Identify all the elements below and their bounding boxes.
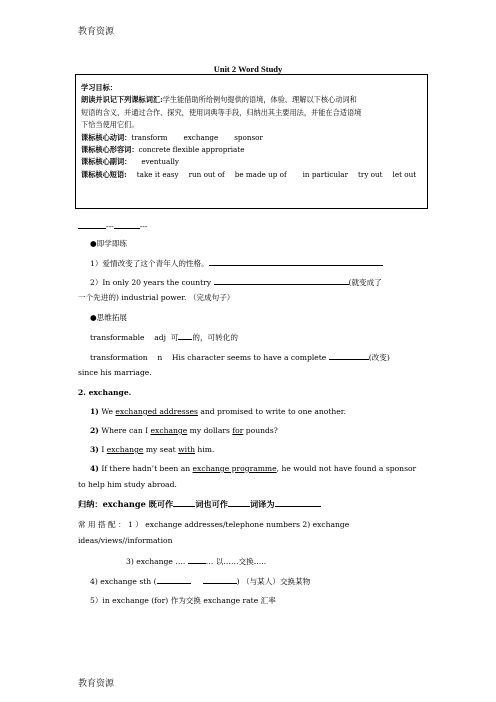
answer-blank[interactable] xyxy=(173,498,195,507)
blank-dashes: --- xyxy=(106,222,114,231)
goals-phrases xyxy=(81,169,421,181)
example-text: my dollars xyxy=(187,426,233,435)
example-4-line2: to help him study abroad. xyxy=(78,480,177,489)
example-number: 2) xyxy=(90,426,99,435)
example-sentence xyxy=(90,444,214,455)
advs-label: 课标核心副词： xyxy=(81,157,132,167)
transformable-post: 的，可转化的 xyxy=(192,333,238,342)
phrase-item: take it easy xyxy=(136,169,179,179)
practice-1-text: 1）爱情改变了这个青年人的性格。 xyxy=(90,259,209,268)
transformation-word: transformation xyxy=(90,353,148,362)
collocation-text: ) （与某人）交换某物 xyxy=(236,577,311,586)
collocation-text: 3) exchange …. xyxy=(126,557,186,566)
example-text: pounds? xyxy=(243,426,278,435)
example-highlight: exchange xyxy=(106,445,144,454)
example-number: 4) xyxy=(90,464,99,473)
example-text: We xyxy=(101,407,116,416)
verbs-label: 课标核心动词： xyxy=(81,132,132,142)
blank-dashes: --- xyxy=(139,222,148,231)
example-highlight: exchange xyxy=(150,426,188,435)
answer-blank[interactable] xyxy=(178,331,192,340)
answer-blank[interactable] xyxy=(228,498,250,507)
page-footer: 教育资源 xyxy=(78,679,115,689)
goals-heading: 学习目标： xyxy=(81,83,117,92)
example-text: my seat xyxy=(143,445,179,454)
transformation-text: His character seems to have a complete xyxy=(171,353,327,362)
transformation-cn: (改变) xyxy=(368,353,390,362)
transformable-pre: 可 xyxy=(170,333,179,342)
adjs-label: 课标核心形容词： xyxy=(81,145,139,155)
collocation-line-1b: ideas/views//information xyxy=(78,536,173,545)
example-number: 1) xyxy=(90,407,99,416)
phrase-item: in particular xyxy=(302,169,349,179)
answer-blank[interactable] xyxy=(209,257,383,266)
learning-goals-box xyxy=(75,74,428,209)
collocation-text: … 以……交换….. xyxy=(205,557,267,566)
verb-item: exchange xyxy=(183,132,219,142)
transformation-line2: since his marriage. xyxy=(78,368,152,377)
example-text: I xyxy=(101,445,107,454)
goals-intro-line2: 短语的含义，并通过合作、探究，使用词典等手段，归纳出其主要用法，并能在合适语境 xyxy=(81,107,362,117)
example-sentence xyxy=(90,406,346,417)
collocation-line-4 xyxy=(90,575,310,587)
verb-item: sponsor xyxy=(234,132,263,142)
practice-heading: ●即学即练 xyxy=(90,239,128,248)
example-number: 3) xyxy=(90,445,99,454)
summary-text: 词也可作 xyxy=(195,499,228,509)
example-highlight: exchange programme xyxy=(192,464,277,473)
answer-blank[interactable] xyxy=(203,575,237,584)
transformable-word: transformable xyxy=(90,333,145,342)
example-text: If there hadn’t been an xyxy=(101,464,193,473)
advs-list: eventually xyxy=(141,157,179,167)
example-text: Where can I xyxy=(101,426,151,435)
example-text: him. xyxy=(195,445,215,454)
example-highlight: for xyxy=(232,426,244,435)
goals-intro-bold: 朗读并识记下列课标词汇: xyxy=(81,95,163,105)
verb-item: transform xyxy=(131,132,168,142)
answer-blank[interactable] xyxy=(188,555,206,564)
answer-blank[interactable] xyxy=(157,575,191,584)
answer-blank[interactable] xyxy=(275,498,321,507)
example-highlight: exchanged addresses xyxy=(115,407,198,416)
adjs-list: concrete flexible appropriate xyxy=(138,145,245,155)
goals-intro-text: 学生能借助所给例句提供的语境，体验、理解以下核心动词和 xyxy=(162,95,357,105)
answer-blank[interactable] xyxy=(329,351,369,360)
collocation-line-1: 常 用 搭 配 ： 1 ） exchange addresses/telephone numbers 2) exchange xyxy=(78,520,350,529)
summary-text: 归纳：exchange 既可作 xyxy=(78,499,174,509)
phrase-item: let out xyxy=(392,169,417,179)
summary-text: 词译为 xyxy=(249,499,275,509)
goals-intro-line3: 下恰当使用它们。 xyxy=(81,120,139,130)
phrase-item: try out xyxy=(358,169,383,179)
example-sentence xyxy=(90,463,416,474)
phrase-item: be made up of xyxy=(234,169,287,179)
hidden-blank-line xyxy=(78,220,147,232)
transformation-row xyxy=(90,351,390,363)
section-heading: 2. exchange. xyxy=(78,388,132,397)
transformable-row xyxy=(90,331,238,343)
transformation-pos: n xyxy=(157,353,163,362)
goals-verbs xyxy=(81,132,421,144)
collocation-text: 4) exchange sth ( xyxy=(90,577,157,586)
example-sentence xyxy=(90,425,278,436)
summary-line xyxy=(78,498,321,510)
answer-blank[interactable] xyxy=(214,276,349,285)
goals-adjs xyxy=(81,144,421,156)
example-text: and promised to write to one another. xyxy=(197,407,347,416)
phrase-item: run out of xyxy=(188,169,225,179)
practice-item-1 xyxy=(90,257,383,269)
practice-item-2 xyxy=(90,276,382,288)
goals-advs xyxy=(81,156,421,168)
extend-heading: ●思维拓展 xyxy=(90,313,128,322)
example-highlight: with xyxy=(178,445,196,454)
practice-2-line2: 一个先进的) industrial power. （完成句子） xyxy=(78,293,235,302)
page-header: 教育资源 xyxy=(78,27,115,37)
transformable-pos: adj xyxy=(154,333,166,342)
collocation-line-3 xyxy=(126,555,266,567)
practice-2-text: 2）In only 20 years the country xyxy=(90,278,214,287)
practice-2-end: (就变成了 xyxy=(348,278,382,287)
collocation-line-5: 5）in exchange (for) 作为交换 exchange rate 汇率 xyxy=(90,596,276,605)
goals-intro xyxy=(81,94,421,106)
example-text: , he would not have found a sponsor xyxy=(276,464,417,473)
page-title: Unit 2 Word Study xyxy=(213,64,283,74)
phrases-label: 课标核心短语: xyxy=(81,169,127,179)
